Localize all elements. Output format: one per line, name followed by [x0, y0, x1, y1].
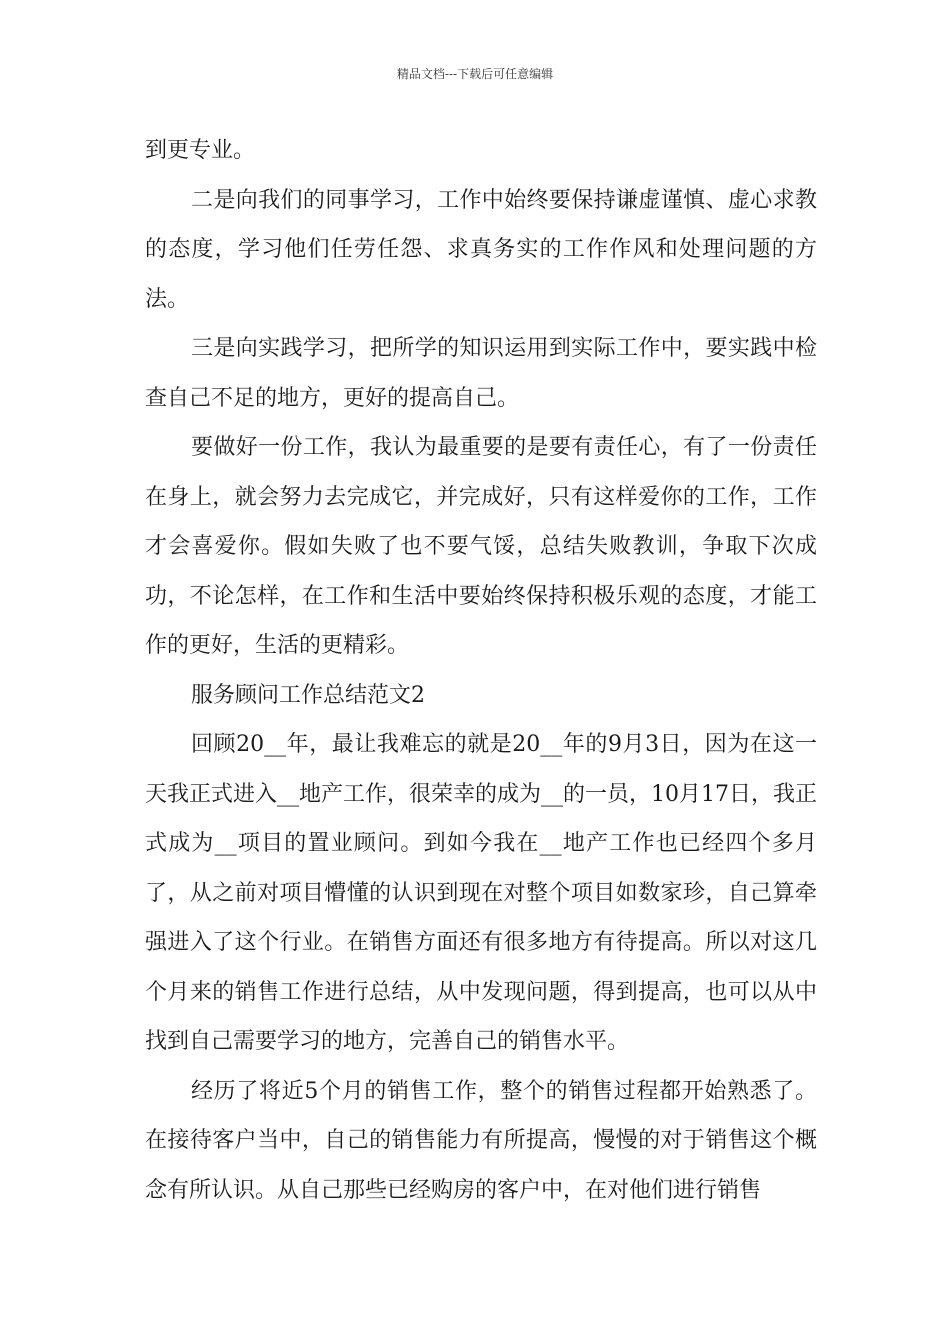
paragraph-continuation: 到更专业。 [145, 138, 256, 163]
paragraph-review: 回顾20__年，最让我难忘的就是20__年的9月3日，因为在这一天我正式进入__地产工作，很荣幸的成为__的一员，10月17日，我正式成为__项目的置业顾问。到如今我在__地产工作也已经四个多月了，从之前对项目懵懂的认识到现在对整个项目如数家珍，自己算牵强进入了这个行业。在销售方面还有很多地方有待提高。所以对这几个月来的销售工作进行总结，从中发现问题，得到提高，也可以从中找到自己需要学习的地方，完善自己的销售水平。 [145, 732, 817, 1054]
page-header: 精品文档---下载后可任意编辑 [396, 67, 554, 81]
paragraph-responsibility: 要做好一份工作，我认为最重要的是要有责任心，有了一份责任在身上，就会努力去完成它，并完成好，只有这样爱你的工作，工作才会喜爱你。假如失败了也不要气馁，总结失败教训，争取下次成功，不论怎样，在工作和生活中要始终保持积极乐观的态度，才能工作的更好，生活的更精彩。 [145, 435, 817, 658]
section-heading: 服务顾问工作总结范文2 [191, 682, 425, 708]
paragraph-learn-colleagues: 二是向我们的同事学习，工作中始终要保持谦虚谨慎、虚心求教的态度，学习他们任劳任怨、求真务实的工作作风和处理问题的方法。 [145, 187, 817, 312]
document-body [145, 126, 817, 1215]
paragraph-sales-experience: 经历了将近5个月的销售工作，整个的销售过程都开始熟悉了。在接待客户当中，自己的销售能力有所提高，慢慢的对于销售这个概念有所认识。从自己那些已经购房的客户中，在对他们进行销售 [145, 1078, 817, 1203]
paragraph-learn-practice: 三是向实践学习，把所学的知识运用到实际工作中，要实践中检查自己不足的地方，更好的提高自己。 [145, 336, 817, 411]
